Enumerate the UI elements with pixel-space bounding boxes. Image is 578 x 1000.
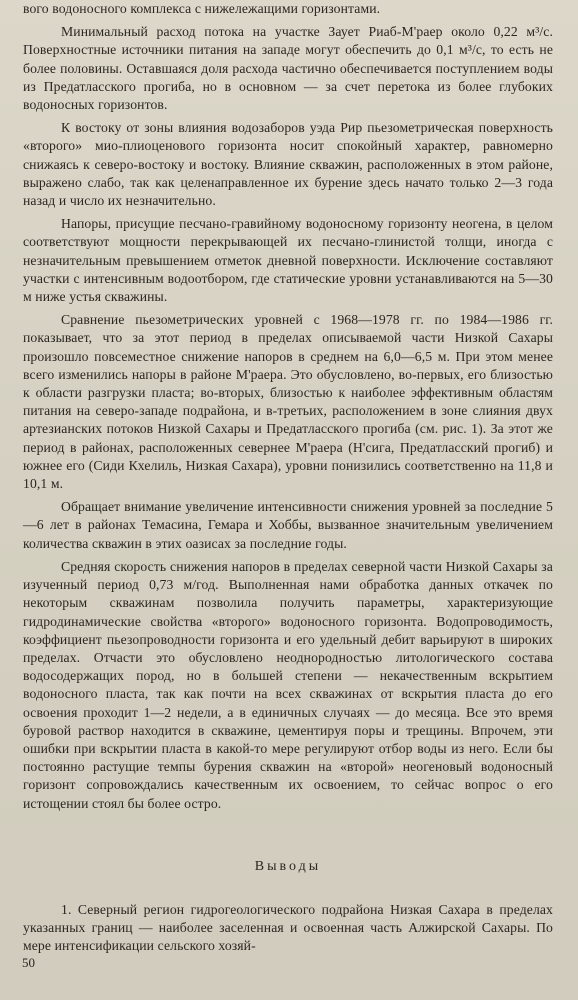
paragraph-piezometric-surface: К востоку от зоны влияния водозаборов уэда Рир пьезометрическая поверхность «второго» мио-плиоценового горизонта носит спокойный характер, равномерно снижаясь к северо-востоку и востоку. Влияние скважин, расположенных в этом районе, выражено слабо, так как целенаправленное их бурение здесь начато только 2—3 года назад и число их незначительно. xyxy=(23,120,553,209)
paragraph-intensity: Обращает внимание увеличение интенсивности снижения уровней за последние 5—6 лет в районах Темасина, Гемара и Хоббы, вызванное значительным увеличением количества скважин в этих оазисах за последние годы. xyxy=(23,499,553,551)
text-column xyxy=(23,0,553,955)
paragraph-average-rate: Средняя скорость снижения напоров в пределах северной части Низкой Сахары за изученный период 0,73 м/год. Выполненная нами обработка данных откачек по некоторым скважинам позволила получить параметры, характеризующие гидродинамические свойства «второго» водоносного горизонта. Водопроводимость, коэффициент пьезопроводности горизонта и его удельный дебит варьируют в широких пределах. Отчасти это обусловлено неоднородностью литологического состава водосодержащих пород, но в большей степени — некачественным вскрытием водоносного пласта, так как почти на всех скважинах от вскрытия пласта до его освоения проходит 1—2 недели, а в единичных случаях — до месяца. Все это время буровой раствор находится в скважине, цементируя поры и трещины. Впрочем, эти ошибки при вскрытии пласта в какой-то мере регулируют отбор воды из него. Если бы постоянно растущие темпы бурения скважин на «второй» неогеновый водоносный горизонт сопровождались качественным их освоением, то сейчас вопрос о его истощении стоял бы более остро. xyxy=(23,558,553,811)
paragraph-pressures: Напоры, присущие песчано-гравийному водоносному горизонту неогена, в целом соответствуют мощности перекрывающей их песчано-глинистой толщи, иногда с незначительным превышением отметок дневной поверхности. Исключение составляют участки с интенсивным водоотбором, где статические уровни устанавливаются на 5—30 м ниже устья скважины. xyxy=(23,216,553,305)
paragraph-continuation: вого водоносного комплекса с нижележащими горизонтами. xyxy=(23,1,381,16)
paragraph-conclusion-1: 1. Северный регион гидрогеологического подрайона Низкая Сахара в пределах указанных границ — наиболее заселенная и освоенная часть Алжирской Сахары. По мере интенсификации сельского хозяй- xyxy=(23,901,553,954)
page-number: 50 xyxy=(22,955,35,970)
section-heading: Выводы xyxy=(254,858,322,874)
paragraph-level-comparison: Сравнение пьезометрических уровней с 1968—1978 гг. по 1984—1986 гг. показывает, что за этот период в пределах описываемой части Низкой Сахары произошло повсеместное снижение напоров в среднем на 6,0—6,5 м. При этом менее всего изменились напоры в районе М'раера. Это обусловлено, во-первых, его близостью к области разгрузки пласта; во-вторых, близостью к наиболее эффективным областям питания на северо-западе подрайона, и в-третьих, расположением в зоне слияния двух артезианских потоков Низкой Сахары и Предатласского прогиба (см. рис. 1). За этот же период в районах, расположенных севернее М'раера (Н'сига, Предатласский прогиб) и южнее его (Сиди Кхелиль, Низкая Сахара), уровни понизились соответственно на 11,8 и 10,1 м. xyxy=(23,312,553,492)
paragraph-flow-rate: Минимальный расход потока на участке Заует Риаб-М'раер около 0,22 м³/с. Поверхностные источники питания на западе могут обеспечить до 0,1 м³/с, то есть не более половины. Оставшаяся доля расхода частично обеспечивается поступлением воды из Предатласского прогиба, но в основном — за счет перетока из более глубоких водоносных горизонтов. xyxy=(23,24,553,113)
